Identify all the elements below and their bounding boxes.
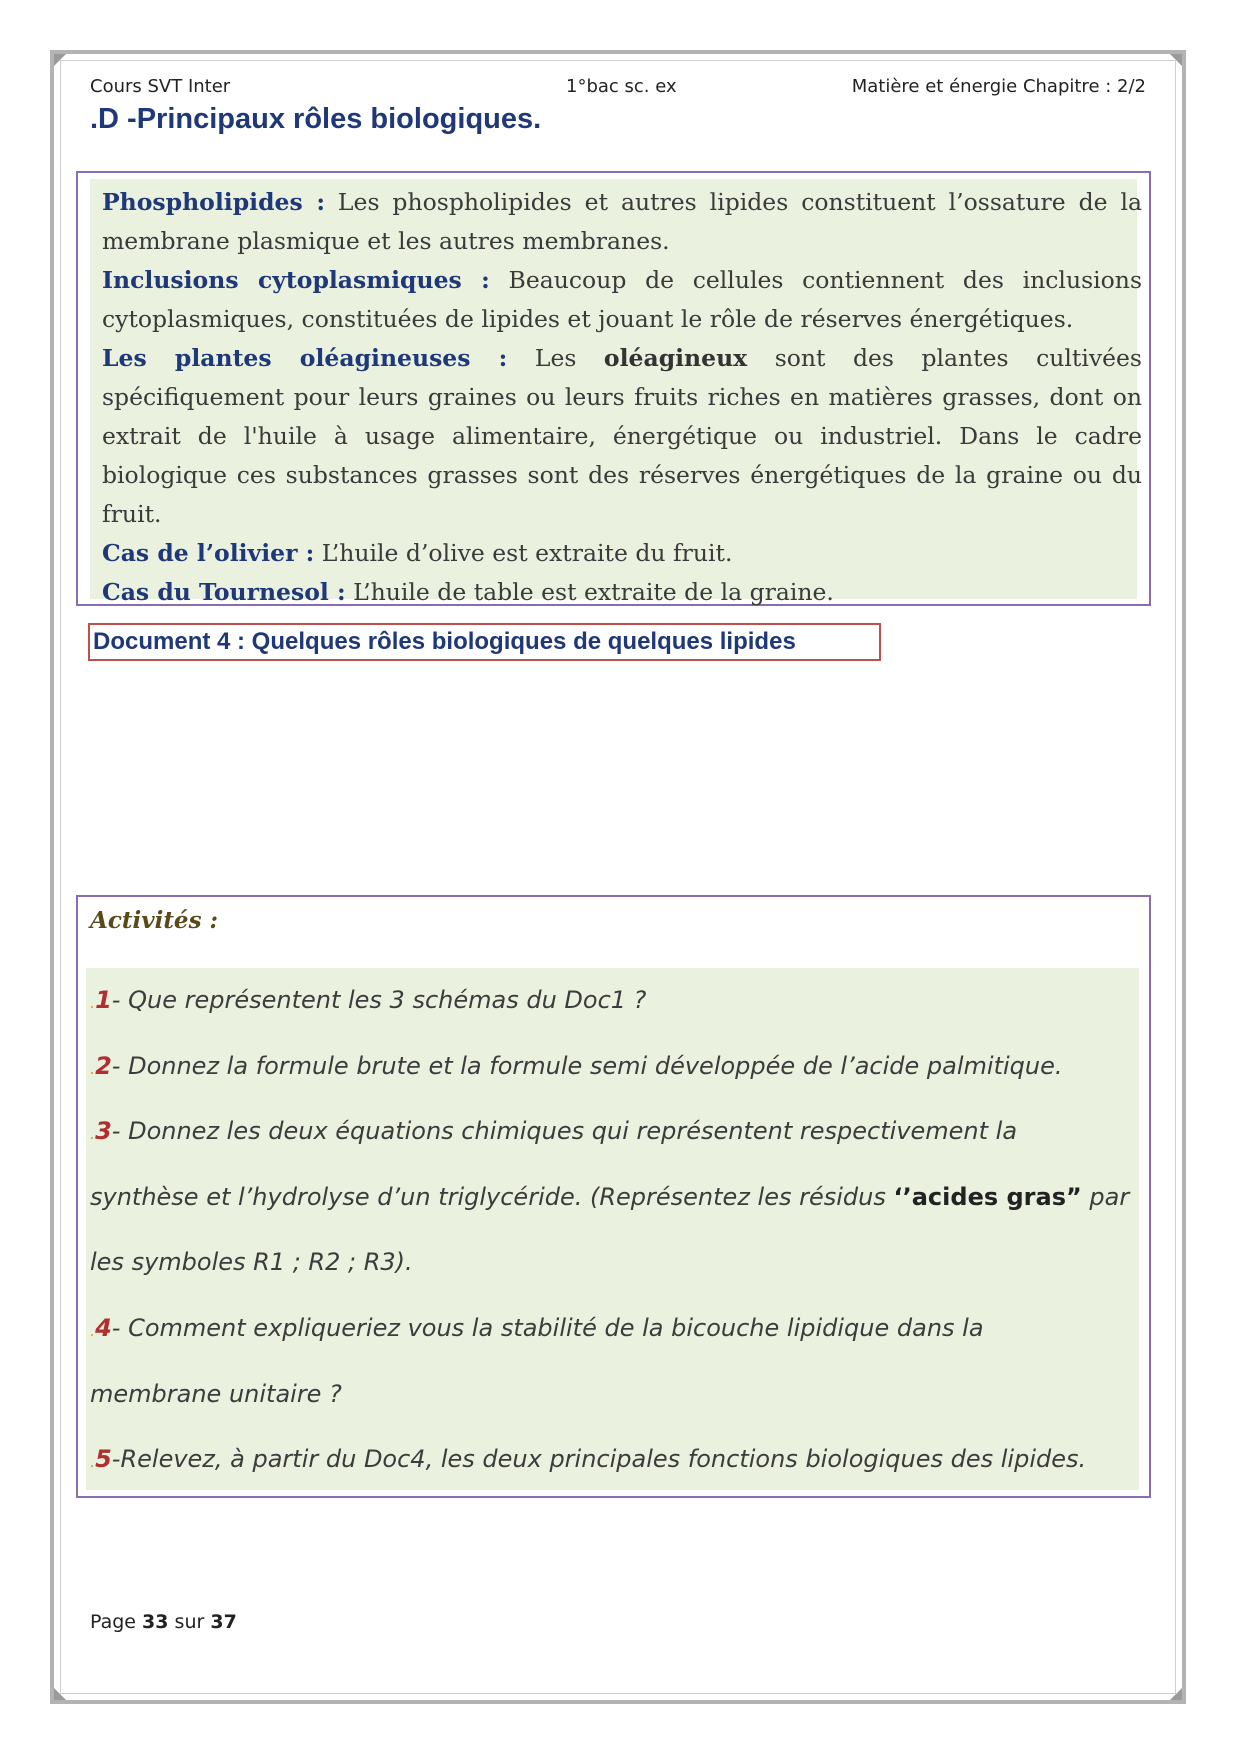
question-text: synthèse et l’hydrolyse d’un triglycéride. (Représentez les résidus: [90, 1182, 894, 1211]
bullet-dot: .: [90, 993, 96, 1012]
bullet-dot: .: [90, 1124, 96, 1144]
activities-background: [86, 968, 1139, 1490]
header-chapter: Matière et énergie Chapitre : 2/2: [851, 76, 1146, 97]
question-text: membrane unitaire ?: [90, 1379, 342, 1408]
corner-ornament-top-left: [54, 54, 66, 66]
question-text: - Donnez la formule brute et la formule semi développée de l’acide palmitique.: [111, 1051, 1063, 1080]
question-text: - Que représentent les 3 schémas du Doc1 ?: [111, 986, 647, 1014]
question-4-continued: [90, 1362, 1135, 1428]
text-olivier: L’huile d’olive est extraite du fruit.: [314, 539, 733, 567]
label-oleagineuses: Les plantes oléagineuses :: [102, 344, 508, 372]
activities-list: [90, 968, 1135, 1493]
question-1: [90, 968, 1135, 1034]
paragraph-olivier: [102, 534, 1142, 573]
question-2: [90, 1034, 1135, 1100]
question-number: 4: [95, 1313, 112, 1342]
section-title: .D -Principaux rôles biologiques.: [90, 103, 542, 135]
footer-page-word: Page: [90, 1611, 136, 1633]
question-3-continued: [90, 1165, 1135, 1231]
question-text: par: [1081, 1182, 1130, 1211]
question-text: - Comment expliqueriez vous la stabilité de la bicouche lipidique dans la: [111, 1313, 984, 1342]
question-4: [90, 1296, 1135, 1362]
corner-ornament-top-right: [1170, 54, 1182, 66]
label-phospholipides: Phospholipides :: [102, 188, 325, 216]
text-oleagineuses-start: Les: [534, 344, 604, 372]
question-number: 3: [95, 1117, 112, 1146]
paragraph-tournesol: [102, 573, 1142, 612]
question-3-end: [90, 1230, 1135, 1296]
text-phospholipides: Les phospholipides et autres lipides constituent l’ossature de la membrane plasmique et les autres membranes.: [102, 188, 1142, 255]
term-acides-gras: ‘’acides gras”: [893, 1182, 1082, 1211]
paragraph-phospholipides: [102, 183, 1142, 261]
activities-title: Activités :: [90, 907, 219, 934]
question-number: 1: [95, 986, 112, 1014]
term-oleagineux: oléagineux: [603, 344, 748, 372]
question-3: [90, 1099, 1135, 1165]
header-course: Cours SVT Inter: [90, 76, 231, 97]
header-level: 1°bac sc. ex: [566, 76, 677, 97]
page-footer: [90, 1611, 237, 1633]
question-number: 2: [95, 1051, 112, 1080]
label-olivier: Cas de l’olivier :: [102, 539, 315, 567]
paragraph-inclusions: [102, 261, 1142, 339]
text-tournesol: L’huile de table est extraite de la graine.: [345, 578, 834, 606]
question-text: - Donnez les deux équations chimiques qui représentent respectivement la: [111, 1117, 1018, 1146]
info-box-background: [90, 179, 1142, 606]
text-inclusions: Beaucoup de cellules contiennent des inclusions cytoplasmiques, constituées de lipides et jouant le rôle de réserves énergétiques.: [102, 266, 1142, 333]
corner-ornament-bottom-right: [1170, 1688, 1182, 1700]
bullet-dot: .: [90, 1058, 96, 1078]
question-number: 5: [95, 1445, 112, 1474]
info-text: [102, 183, 1142, 612]
bullet-dot: .: [90, 1452, 96, 1472]
corner-ornament-bottom-left: [54, 1688, 66, 1700]
footer-total-pages: 37: [210, 1611, 237, 1633]
footer-page-number: 33: [142, 1611, 169, 1633]
bullet-dot: .: [90, 1320, 96, 1340]
question-5: [90, 1427, 1135, 1493]
document-caption: Document 4 : Quelques rôles biologiques de quelques lipides: [88, 623, 881, 661]
text-oleagineuses-rest: sont des plantes cultivées spécifiquement pour leurs graines ou leurs fruits riches en matières grasses, dont on extrait de l'huile à usage alimentaire, énergétique ou industriel. Dans le cadre biologique ces substances grasses sont des réserves énergétiques de la graine ou du fruit.: [102, 344, 1142, 528]
question-text: -Relevez, à partir du Doc4, les deux principales fonctions biologiques des lipides.: [111, 1445, 1087, 1474]
paragraph-oleagineuses: [102, 339, 1142, 534]
question-text: les symboles R1 ; R2 ; R3).: [90, 1248, 413, 1277]
label-inclusions: Inclusions cytoplasmiques :: [102, 266, 490, 294]
label-tournesol: Cas du Tournesol :: [102, 578, 346, 606]
info-box: [76, 171, 1151, 606]
activities-box: [76, 895, 1151, 1498]
footer-of-word: sur: [174, 1611, 205, 1633]
